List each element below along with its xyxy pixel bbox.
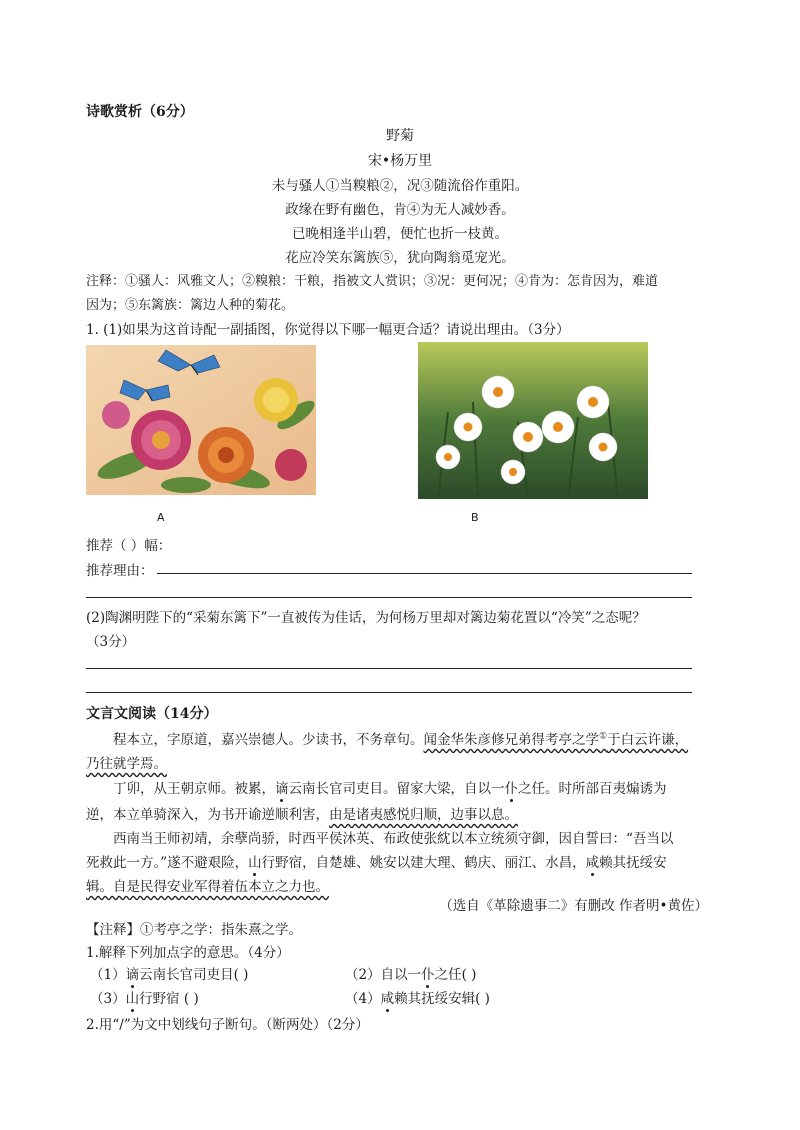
passage-text: 行野宿，自楚雄、姚安以建大理、鹤庆、丽江、水昌， bbox=[261, 855, 586, 871]
reason-answer-line-2[interactable] bbox=[86, 597, 692, 598]
section-title-poetry: 诗歌赏析（6分） bbox=[86, 104, 194, 120]
dotted-char: 山 bbox=[125, 991, 140, 1007]
item-text: 行野宿 ( ) bbox=[139, 991, 199, 1007]
question-1-1: 1. (1)如果为这首诗配一副插图，你觉得以下哪一幅更合适？请说出理由。（3分） bbox=[86, 322, 570, 338]
question-2-1-item-1 bbox=[90, 963, 248, 983]
dotted-char: 咸 bbox=[585, 855, 600, 871]
answer-line-2-1[interactable] bbox=[86, 668, 692, 669]
item-text: （3） bbox=[90, 991, 126, 1007]
passage-text: 闻金华朱彦修兄弟得考亭之学 bbox=[423, 732, 599, 748]
dotted-char: 谪 bbox=[125, 967, 140, 983]
passage-text: 之任。时所部百夷煽诱为 bbox=[518, 781, 667, 797]
passage-p3-line-1: 西南当王师初靖，余孽尚骄，时西平侯沐英、布政使张紞以本立统须守御，因自誓曰：“吾当以 bbox=[113, 831, 674, 847]
underlined-sentence-1-end: 乃往就学焉。 bbox=[86, 756, 167, 772]
illustration-a-label: A bbox=[157, 511, 165, 524]
question-2-1-item-4 bbox=[345, 987, 490, 1007]
dotted-char: 谪 bbox=[275, 781, 289, 797]
underlined-sentence-3: 辑。自是民得安业军得着伍本立之力也。 bbox=[86, 879, 329, 895]
daisy-watercolor-painting bbox=[418, 342, 648, 499]
passage-p1-line-1 bbox=[113, 728, 688, 748]
reason-label: 推荐理由： bbox=[86, 563, 154, 579]
poem-title: 野菊 bbox=[386, 128, 414, 144]
dotted-char: 山 bbox=[248, 855, 262, 871]
question-1-2-score: （3分） bbox=[86, 634, 136, 650]
question-1-2: (2)陶渊明陛下的“采菊东篱下”一直被传为佳话，为何杨万里却对篱边菊花置以“冷笑”之态呢？ bbox=[86, 610, 646, 626]
passage-text: 死救此一方。”遂不避艰险， bbox=[86, 855, 249, 871]
reason-answer-line-1[interactable] bbox=[157, 573, 692, 574]
question-2-2: 2.用“/”为文中划线句子断句。（断两处）（2分） bbox=[86, 1017, 369, 1033]
passage-text: 丁卯，从王朝京师。被累， bbox=[113, 781, 275, 797]
question-2-1-item-2 bbox=[345, 963, 476, 983]
question-2-1-item-3 bbox=[90, 987, 199, 1007]
footnote-marker: ① bbox=[599, 731, 608, 742]
poem-notes-line-1: 注释：①骚人：风雅文人；②糗粮：干粮，指被文人赏识；③况：更何况；④肯为：怎肯因为，难道 bbox=[86, 274, 659, 289]
poem-notes-line-2: 因为；⑤东篱族：篱边人种的菊花。 bbox=[86, 298, 295, 313]
question-2-1: 1.解释下列加点字的意思。（4分） bbox=[86, 945, 290, 961]
dotted-char: 仆 bbox=[504, 781, 518, 797]
poem-line-2: 政缘在野有幽色，肯④为无人减妙香。 bbox=[285, 202, 515, 218]
recommend-label: 推荐（ ）幅： bbox=[86, 538, 172, 554]
passage-p2-line-1 bbox=[113, 777, 667, 797]
poem-author: 宋•杨万里 bbox=[367, 153, 433, 169]
item-text: 云南长官司吏目( ) bbox=[139, 967, 249, 983]
passage-source: （选自《革除遗事二》有删改 作者明•黄佐） bbox=[439, 898, 708, 914]
item-text: 赖其抚绥安辑( ) bbox=[394, 991, 490, 1007]
passage-p1-line-2 bbox=[86, 752, 167, 772]
passage-text: 逆，本立单骑深入，为书开谕逆顺利害， bbox=[86, 807, 329, 823]
item-text: （4） bbox=[345, 991, 381, 1007]
passage-p3-line-2 bbox=[86, 851, 667, 871]
item-text: （1） bbox=[90, 967, 126, 983]
poem-line-4: 花应冷笑东篱族⑤，犹向陶翁觅宠光。 bbox=[285, 250, 515, 266]
passage-text: 于白云许谦， bbox=[607, 732, 689, 748]
poem-line-1: 未与骚人①当糗粮②，况③随流俗作重阳。 bbox=[271, 178, 529, 194]
underlined-sentence-1 bbox=[424, 732, 689, 748]
underlined-sentence-2: 由是诸夷感悦归顺，边事以息。 bbox=[329, 807, 518, 823]
poem-line-3: 已晚相逢半山碧，便忙也折一枝黄。 bbox=[292, 226, 508, 242]
chrysanthemum-butterfly-painting bbox=[86, 345, 316, 495]
section-title-classical: 文言文阅读（14分） bbox=[86, 706, 218, 722]
passage-p2-line-2 bbox=[86, 803, 518, 823]
item-text: 之任( ) bbox=[434, 967, 477, 983]
annotation: 【注释】①考亭之学：指朱熹之学。 bbox=[86, 922, 302, 938]
passage-text: 云南长官司吏目。留家大梁，自以一 bbox=[288, 781, 505, 797]
dotted-char: 仆 bbox=[421, 967, 435, 983]
passage-text: 程本立，字原道，嘉兴崇德人。少读书，不务章句。 bbox=[113, 732, 424, 748]
illustration-b-label: B bbox=[471, 511, 479, 524]
passage-text: 赖其抚绥安 bbox=[599, 855, 667, 871]
illustration-b bbox=[418, 342, 648, 499]
illustration-a bbox=[86, 345, 316, 495]
item-text: （2）自以一 bbox=[345, 967, 422, 983]
answer-line-2-2[interactable] bbox=[86, 692, 692, 693]
passage-p3-line-3 bbox=[86, 875, 329, 895]
dotted-char: 咸 bbox=[380, 991, 395, 1007]
